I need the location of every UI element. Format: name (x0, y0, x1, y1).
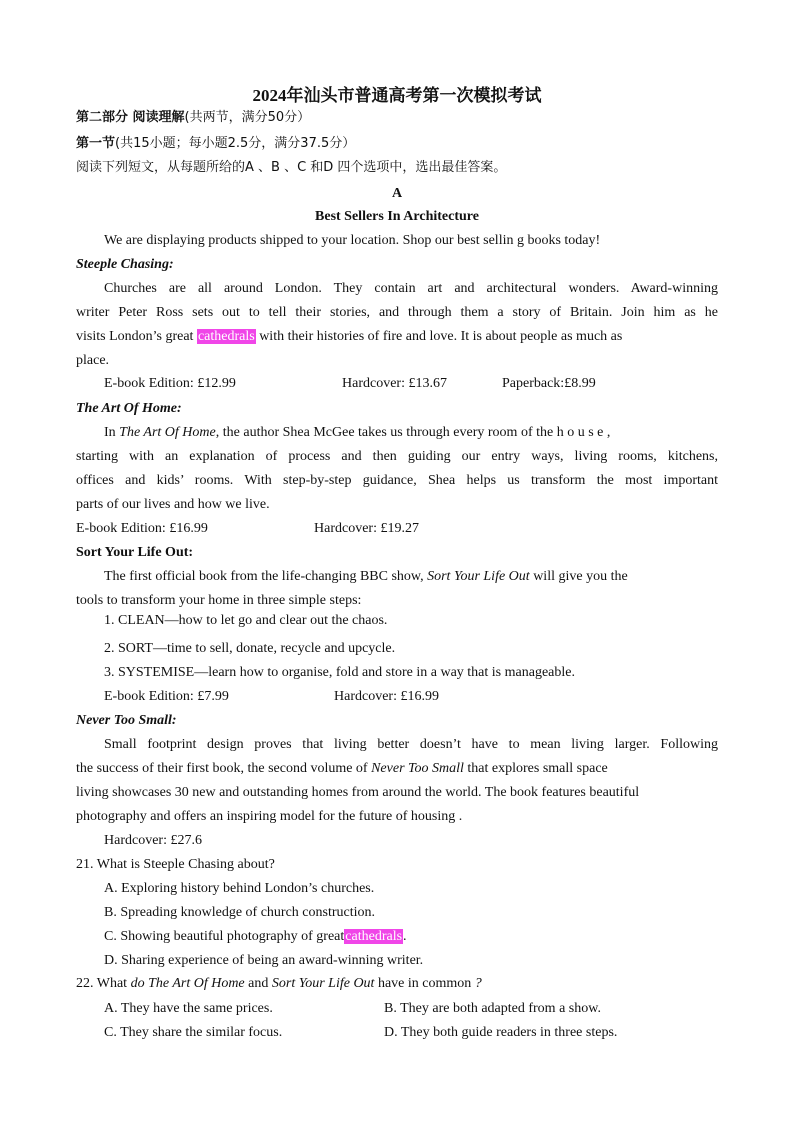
book1-line4: place. (76, 353, 110, 368)
passage-heading: Best Sellers In Architecture (315, 209, 479, 224)
q21-option-a: A. Exploring history behind London’s churches. (104, 881, 375, 896)
book4-line4: photography and offers an inspiring model for the future of housing . (76, 809, 463, 824)
book-title-art-of-home: The Art Of Home: (76, 401, 182, 416)
q22-stem-italic1: do The Art Of Home (130, 976, 245, 991)
section-heading (76, 134, 718, 154)
question-21-stem: 21. What is Steeple Chasing about? (76, 857, 275, 872)
question-22-stem (76, 974, 718, 994)
section-note: (共15小题；每小题2.5分，满分37.5分） (115, 136, 356, 151)
book3-step2: 2. SORT—time to sell, donate, recycle and upcycle. (104, 641, 396, 656)
book2-hardcover-price: Hardcover: £19.27 (314, 521, 419, 536)
q21-highlight-cathedrals: cathedrals (345, 929, 403, 944)
book3-ebook-price: E-book Edition: £7.99 (104, 689, 229, 704)
q22-option-a: A. They have the same prices. (104, 1001, 273, 1016)
book4-hardcover-price: Hardcover: £27.6 (104, 833, 202, 848)
book4-line2 (76, 759, 718, 779)
book1-line3-end: with their histories of fire and love. It is about people as much as (259, 329, 623, 344)
highlight-cathedrals: cathedrals (197, 329, 255, 344)
book3-line1-end: will give you the (533, 569, 628, 584)
book4-line2-italic: Never Too Small (371, 761, 464, 776)
q22-option-c: C. They share the similar focus. (104, 1025, 283, 1040)
book2-line2: starting with an explanation of process and then guiding our entry ways, living rooms, kitchens, (76, 449, 718, 464)
part-heading (76, 108, 718, 128)
book3-step3: 3. SYSTEMISE—learn how to organise, fold and store in a way that is manageable. (104, 665, 575, 680)
q22-stem-end: have in common (377, 976, 472, 991)
q21-option-d: D. Sharing experience of being an award-winning writer. (104, 953, 424, 968)
book4-line2-start: the success of their first book, the second volume of (76, 761, 368, 776)
book2-line1-end: , the author Shea McGee takes us through every room of the h o u s e , (215, 425, 611, 440)
book4-line2-end: that explores small space (467, 761, 608, 776)
book3-line2: tools to transform your home in three simple steps: (76, 593, 362, 608)
book1-hardcover-price: Hardcover: £13.67 (342, 376, 447, 391)
book-title-sort-your-life-out: Sort Your Life Out: (76, 545, 194, 560)
book4-line1: Small footprint design proves that living better doesn’t have to mean living larger. Following (104, 737, 718, 752)
book3-hardcover-price: Hardcover: £16.99 (334, 689, 439, 704)
q21-option-b: B. Spreading knowledge of church construction. (104, 905, 375, 920)
book2-line1-start: In (104, 425, 116, 440)
q22-stem-question-mark: ? (474, 976, 482, 991)
book3-line1 (104, 567, 718, 587)
book3-step1: 1. CLEAN—how to let go and clear out the chaos. (104, 613, 388, 628)
book1-line2: writer Peter Ross sets out to tell their stories, and through them a story of Britain. Join him as he (76, 305, 718, 320)
book-title-steeple-chasing: Steeple Chasing: (76, 257, 174, 272)
section-label: 第一节 (76, 136, 116, 151)
book3-line1-start: The first official book from the life-changing BBC show, (104, 569, 424, 584)
q22-stem-italic2: Sort Your Life Out (271, 976, 375, 991)
book2-line1 (104, 423, 718, 443)
book1-ebook-price: E-book Edition: £12.99 (104, 376, 236, 391)
book1-paperback-price: Paperback:£8.99 (502, 376, 596, 391)
part-label: 第二部分 阅读理解 (76, 110, 185, 125)
book2-line4: parts of our lives and how we live. (76, 497, 270, 512)
instruction-text: 阅读下列短文，从每题所给的A 、B 、C 和D 四个选项中，选出最佳答案。 (76, 160, 507, 175)
part-note: (共两节，满分50分） (184, 110, 311, 125)
book4-line3: living showcases 30 new and outstanding homes from around the world. The book features beautiful (76, 785, 640, 800)
book1-line3-start: visits London’s great (76, 329, 194, 344)
book2-line3: offices and kids’ rooms. With step-by-step guidance, Shea helps us transform the most important (76, 473, 718, 488)
passage-intro: We are displaying products shipped to your location. Shop our best sellin g books today! (104, 233, 601, 248)
exam-title: 2024年汕头市普通高考第一次模拟考试 (252, 86, 542, 105)
q22-stem-start: 22. What (76, 976, 128, 991)
book1-line1: Churches are all around London. They contain art and architectural wonders. Award-winning (104, 281, 718, 296)
q22-option-d: D. They both guide readers in three steps. (384, 1025, 618, 1040)
q22-option-b: B. They are both adapted from a show. (384, 1001, 601, 1016)
q21-option-c-text: C. Showing beautiful photography of great (104, 929, 345, 944)
book3-line1-italic: Sort Your Life Out (427, 569, 530, 584)
book1-line3 (76, 327, 718, 347)
passage-label: A (391, 186, 403, 201)
q21-option-c-end: . (403, 929, 407, 944)
q22-stem-mid: and (248, 976, 269, 991)
book2-line1-italic: The Art Of Home (119, 425, 216, 440)
book-title-never-too-small: Never Too Small: (76, 713, 177, 728)
book2-ebook-price: E-book Edition: £16.99 (76, 521, 208, 536)
q21-option-c (104, 927, 718, 947)
